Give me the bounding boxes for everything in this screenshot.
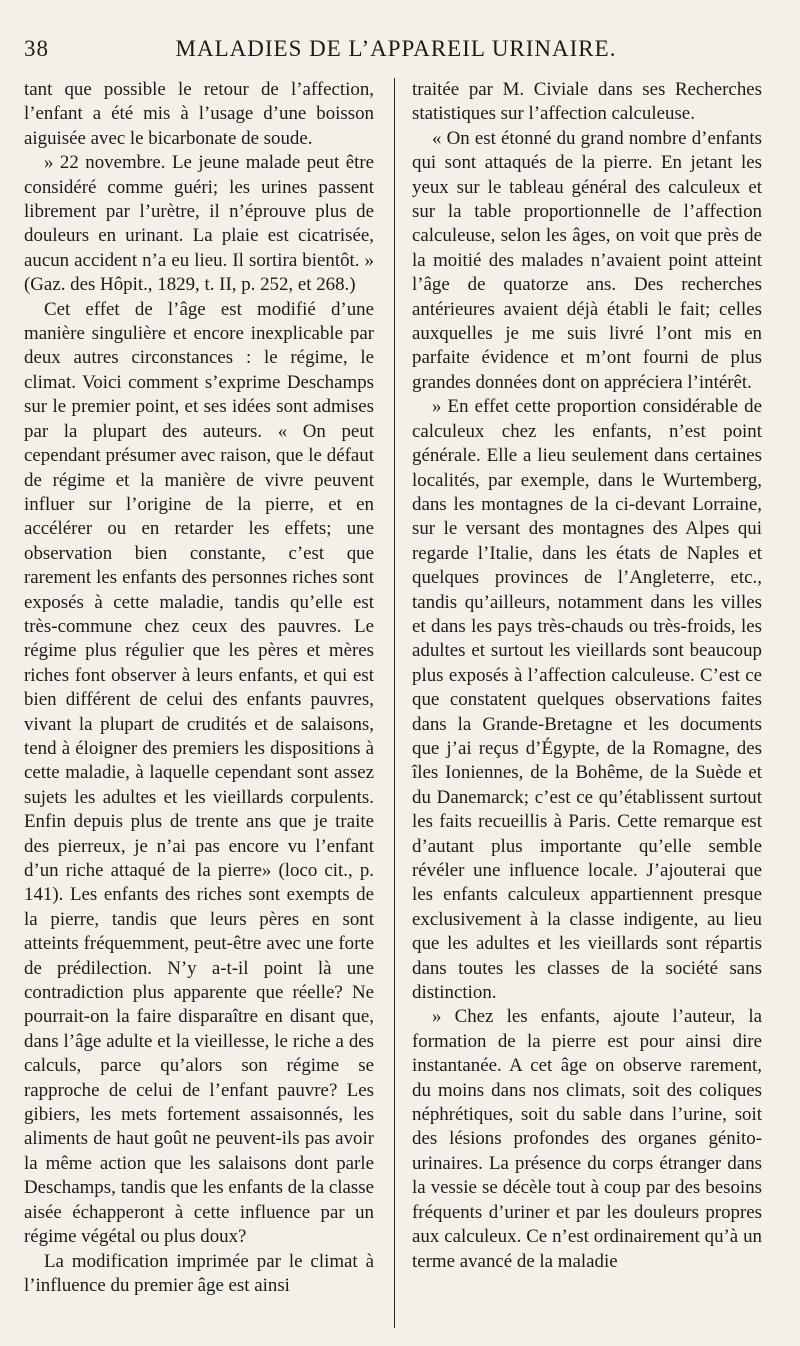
paragraph: tant que possible le retour de l’affection, l’enfant a été mis à l’usage d’une boisson aiguisée avec le bicarbonate de soude. bbox=[24, 79, 374, 149]
paragraph: « On est étonné du grand nombre d’enfants qui sont attaqués de la pierre. En jetant les yeux sur le tableau général des calculeux et sur la table proportionnelle de l’affection calculeuse, selon les âges, on voit que près de la moitié des malades n’avaient point atteint l’âge de quatorze ans. Des recherches antérieures avaient déjà établi le fait; celles auxquelles je me suis livré l’ont mis en parfaite évidence et m’ont fourni de plus grandes données dont on appréciera l’intérêt. bbox=[412, 127, 762, 393]
page-header bbox=[24, 36, 768, 68]
column-divider bbox=[394, 78, 395, 1328]
right-column bbox=[412, 78, 762, 1274]
running-title: MALADIES DE L’APPAREIL URINAIRE. bbox=[175, 36, 617, 61]
paragraph: La modification imprimée par le climat à l’influence du premier âge est ainsi bbox=[24, 1250, 374, 1296]
paragraph: Cet effet de l’âge est modifié d’une manière singulière et encore inexplicable par deux autres circonstances : le régime, le climat. Voici comment s’exprime Deschamps sur le premier point, et ses idées sont admises par la plupart des auteurs. « On peut cependant présumer avec raison, que le défaut de régime et la manière de vivre peuvent influer sur l’origine de la pierre, et en accélérer ou en retarder les effets; une observation bien constante, c’est que rarement les enfants des personnes riches sont exposés à cette maladie, tandis qu’elle est très-commune chez ceux des pauvres. Le régime plus régulier que les pères et mères riches font observer à leurs enfants, et qui est bien différent de celui des enfants pauvres, vivant la plupart de crudités et de salaisons, tend à éloigner des premiers les dispositions à cette maladie, à laquelle cependant sont assez sujets les adultes et les vieillards corpulents. Enfin depuis plus de trente ans que je traite des pierreux, je n’ai pas encore vu l’enfant d’un riche attaqué de la pierre» (loco cit., p. 141). Les enfants des riches sont exempts de la pierre, tandis que leurs pères en sont atteints fréquemment, peut-être avec une forte de prédilection. N’y a-t-il point là une contradiction plus apparente que réelle? Ne pourrait-on la faire disparaître en disant que, dans l’âge adulte et la vieillesse, le riche a des calculs, parce qu’alors son régime se rapproche de celui de l’enfant pauvre? Les gibiers, les mets fortement assaisonnés, les aliments de haut goût ne peuvent-ils pas avoir la même action que les salaisons dont parle Deschamps, tandis que les enfants de la classe aisée échapperont à cette influence par un régime végétal ou plus doux? bbox=[24, 298, 374, 1248]
paragraph: » En effet cette proportion considérable de calculeux chez les enfants, n’est point générale. Elle a lieu seulement dans certaines localités, par exemple, dans le Wurtemberg, dans les montagnes de la ci-devant Lorraine, sur le versant des montagnes des Alpes qui regarde l’Italie, dans les états de Naples et quelques provinces de l’Angleterre, etc., tandis qu’ailleurs, notamment dans les villes et dans les pays très-chauds ou très-froids, les adultes et surtout les vieillards sont beaucoup plus exposés à l’affection calculeuse. C’est ce que constatent quelques observations faites dans la Grande-Bretagne et les documents que j’ai reçus d’Égypte, de la Romagne, des îles Ioniennes, de la Bohême, de la Suède et du Danemarck; c’est ce qu’établissent surtout les faits recueillis à Paris. Cette remarque est d’autant plus importante qu’elle semble révéler une influence locale. J’ajouterai que les enfants calculeux appartiennent presque exclusivement à la classe indigente, au lieu que les adultes et les vieillards sont répartis dans toutes les classes de la société sans distinction. bbox=[412, 396, 762, 1004]
paragraph: » 22 novembre. Le jeune malade peut être considéré comme guéri; les urines passent librement par l’urètre, il n’éprouve plus de douleurs en urinant. La plaie est cicatrisée, aucun accident n’a eu lieu. Il sortira bientôt. » (Gaz. des Hôpit., 1829, t. II, p. 252, et 268.) bbox=[24, 152, 374, 296]
left-column bbox=[24, 78, 374, 1298]
page-number: 38 bbox=[24, 36, 49, 61]
paragraph: traitée par M. Civiale dans ses Recherches statistiques sur l’affection calculeuse. bbox=[412, 79, 762, 125]
paragraph: » Chez les enfants, ajoute l’auteur, la formation de la pierre est pour ainsi dire instantanée. A cet âge on observe rarement, du moins dans nos climats, soit des coliques néphrétiques, soit du sable dans l’urine, soit des lésions profondes des organes génito-urinaires. La présence du corps étranger dans la vessie se décèle tout à coup par des besoins fréquents d’uriner et par les douleurs propres aux calculeux. Ce n’est ordinairement qu’à un terme avancé de la maladie bbox=[412, 1006, 762, 1272]
